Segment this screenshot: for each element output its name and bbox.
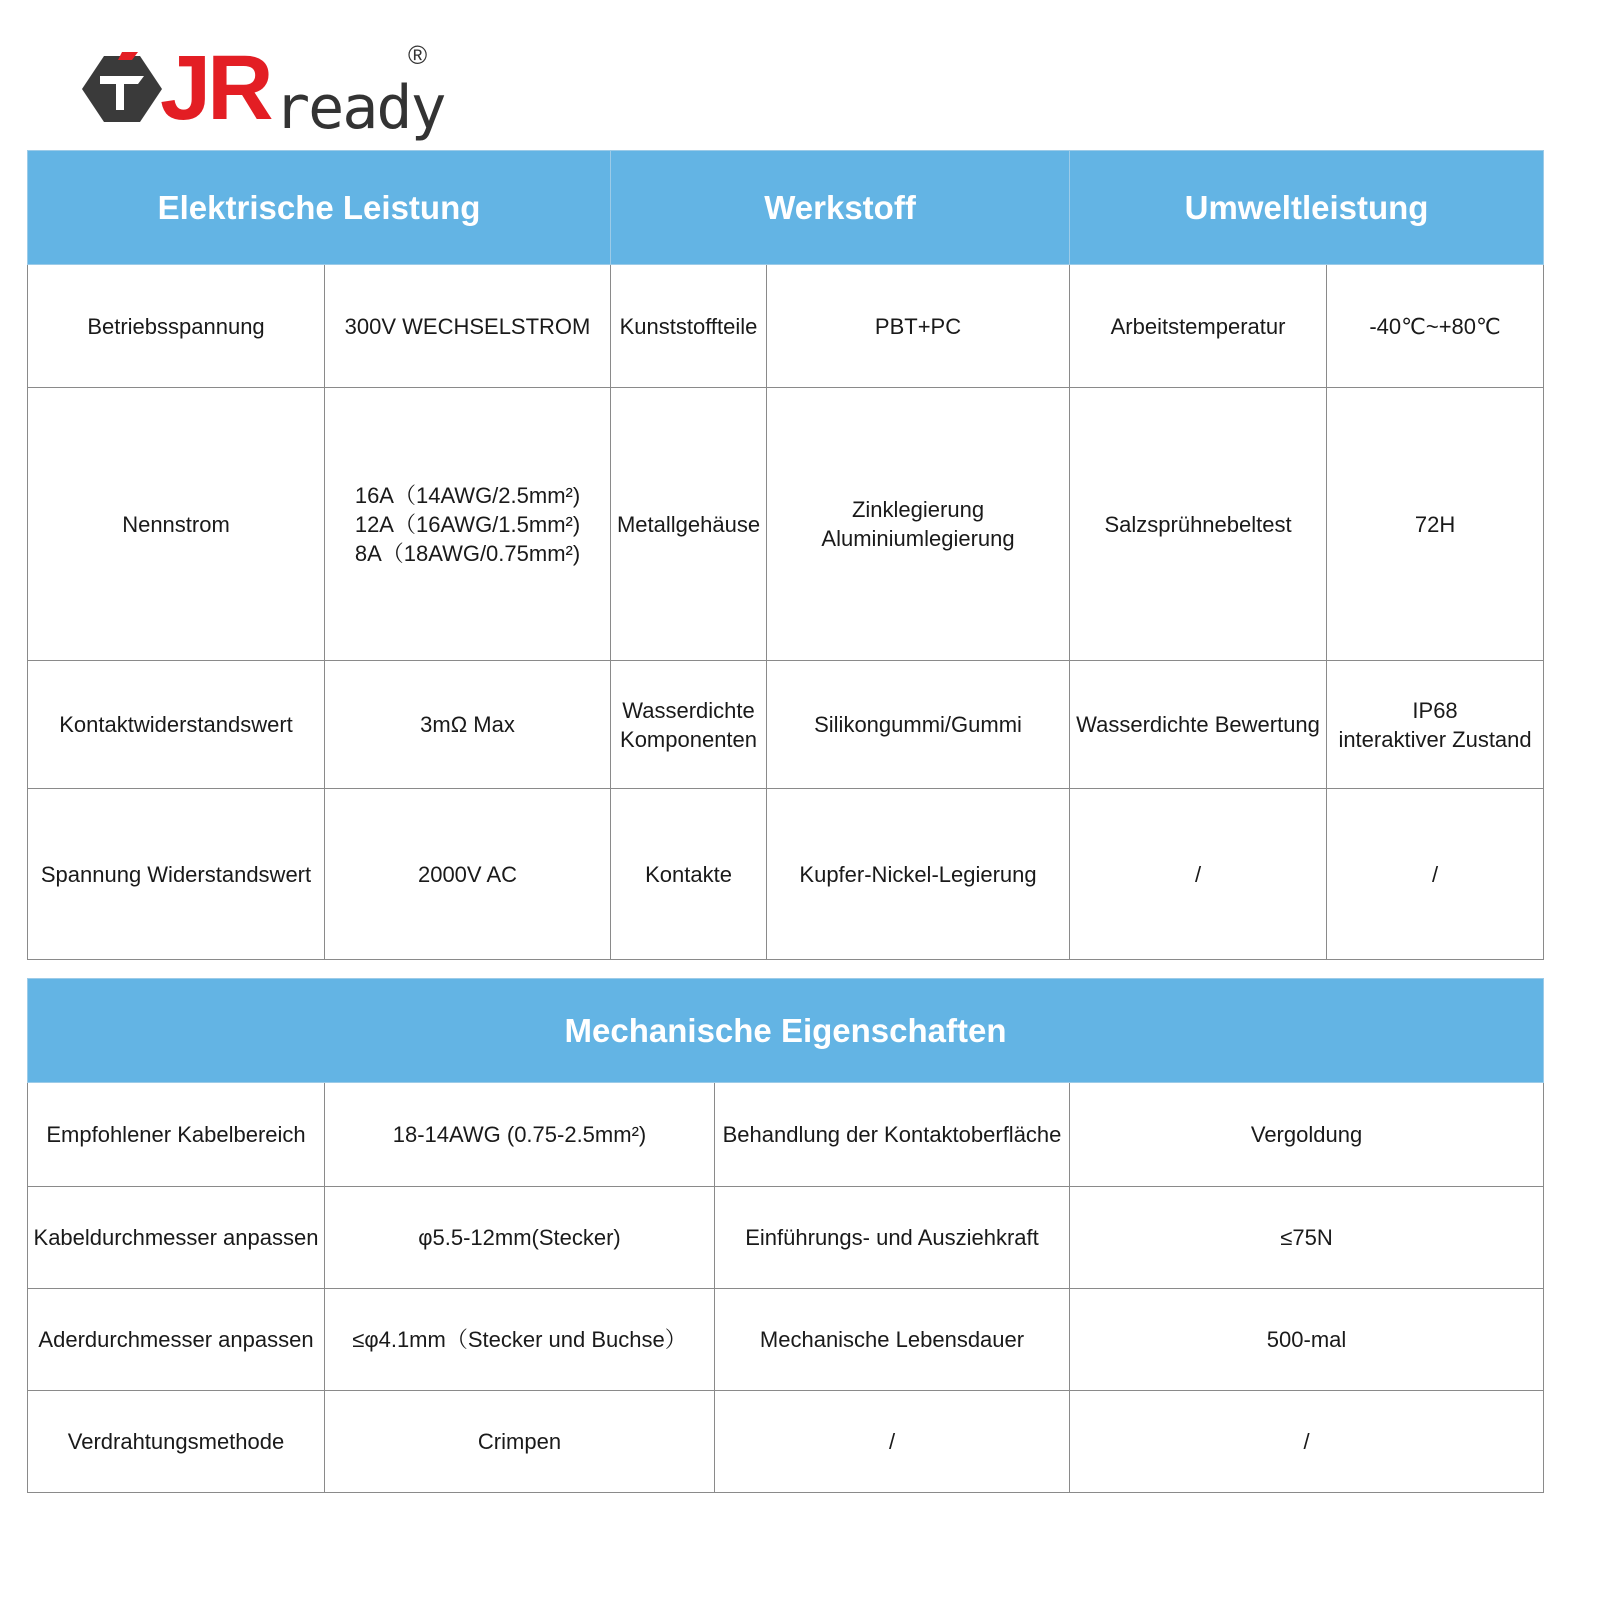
brand-logo	[78, 37, 458, 143]
table-cell: Crimpen	[325, 1391, 715, 1493]
table-cell: Behandlung der Kontaktoberfläche	[715, 1083, 1070, 1187]
header-material: Werkstoff	[611, 151, 1070, 265]
table-cell: Betriebsspannung	[28, 265, 325, 388]
table-cell: 500-mal	[1070, 1289, 1544, 1391]
table-cell: PBT+PC	[767, 265, 1070, 388]
table-cell: ≤75N	[1070, 1187, 1544, 1289]
table-cell: /	[1070, 789, 1327, 960]
table-cell: Wasserdichte Bewertung	[1070, 661, 1327, 789]
table-cell: /	[1327, 789, 1544, 960]
table-cell: 3mΩ Max	[325, 661, 611, 789]
registered-mark: ®	[408, 40, 428, 70]
header-mechanical: Mechanische Eigenschaften	[28, 979, 1544, 1083]
table-cell: -40℃~+80℃	[1327, 265, 1544, 388]
table-cell: φ5.5-12mm(Stecker)	[325, 1187, 715, 1289]
header-electrical: Elektrische Leistung	[28, 151, 611, 265]
table-cell: Salzsprühnebeltest	[1070, 388, 1327, 661]
table-cell: Kunststoffteile	[611, 265, 767, 388]
table-cell: Verdrahtungsmethode	[28, 1391, 325, 1493]
table-cell: Vergoldung	[1070, 1083, 1544, 1187]
table-cell: Kabeldurchmesser anpassen	[28, 1187, 325, 1289]
table-cell: 18-14AWG (0.75-2.5mm²)	[325, 1083, 715, 1187]
table-cell: Aderdurchmesser anpassen	[28, 1289, 325, 1391]
logo-jr-text: JR	[160, 37, 270, 139]
logo-mark-icon	[78, 50, 166, 128]
table-cell: Wasserdichte Komponenten	[611, 661, 767, 789]
table-cell: /	[1070, 1391, 1544, 1493]
table-cell: 72H	[1327, 388, 1544, 661]
table-cell: 2000V AC	[325, 789, 611, 960]
table-cell: ≤φ4.1mm（Stecker und Buchse）	[325, 1289, 715, 1391]
table-cell: Zinklegierung Aluminiumlegierung	[767, 388, 1070, 661]
table-cell: Metallgehäuse	[611, 388, 767, 661]
table-cell: IP68 interaktiver Zustand	[1327, 661, 1544, 789]
table-cell: Arbeitstemperatur	[1070, 265, 1327, 388]
table-cell: 300V WECHSELSTROM	[325, 265, 611, 388]
header-environment: Umweltleistung	[1070, 151, 1544, 265]
table-cell: Kontaktwiderstandswert	[28, 661, 325, 789]
table-cell: /	[715, 1391, 1070, 1493]
spec-table-mechanical	[27, 978, 1544, 1493]
table-cell: 16A（14AWG/2.5mm²) 12A（16AWG/1.5mm²) 8A（18AWG/0.75mm²)	[325, 388, 611, 661]
table-cell: Mechanische Lebensdauer	[715, 1289, 1070, 1391]
table-cell: Silikongummi/Gummi	[767, 661, 1070, 789]
table-cell: Kupfer-Nickel-Legierung	[767, 789, 1070, 960]
table-cell: Empfohlener Kabelbereich	[28, 1083, 325, 1187]
table-cell: Kontakte	[611, 789, 767, 960]
logo-ready-text: ready	[274, 73, 445, 143]
table-cell: Nennstrom	[28, 388, 325, 661]
table-cell: Einführungs- und Ausziehkraft	[715, 1187, 1070, 1289]
spec-table-top	[27, 150, 1544, 960]
table-cell: Spannung Widerstandswert	[28, 789, 325, 960]
